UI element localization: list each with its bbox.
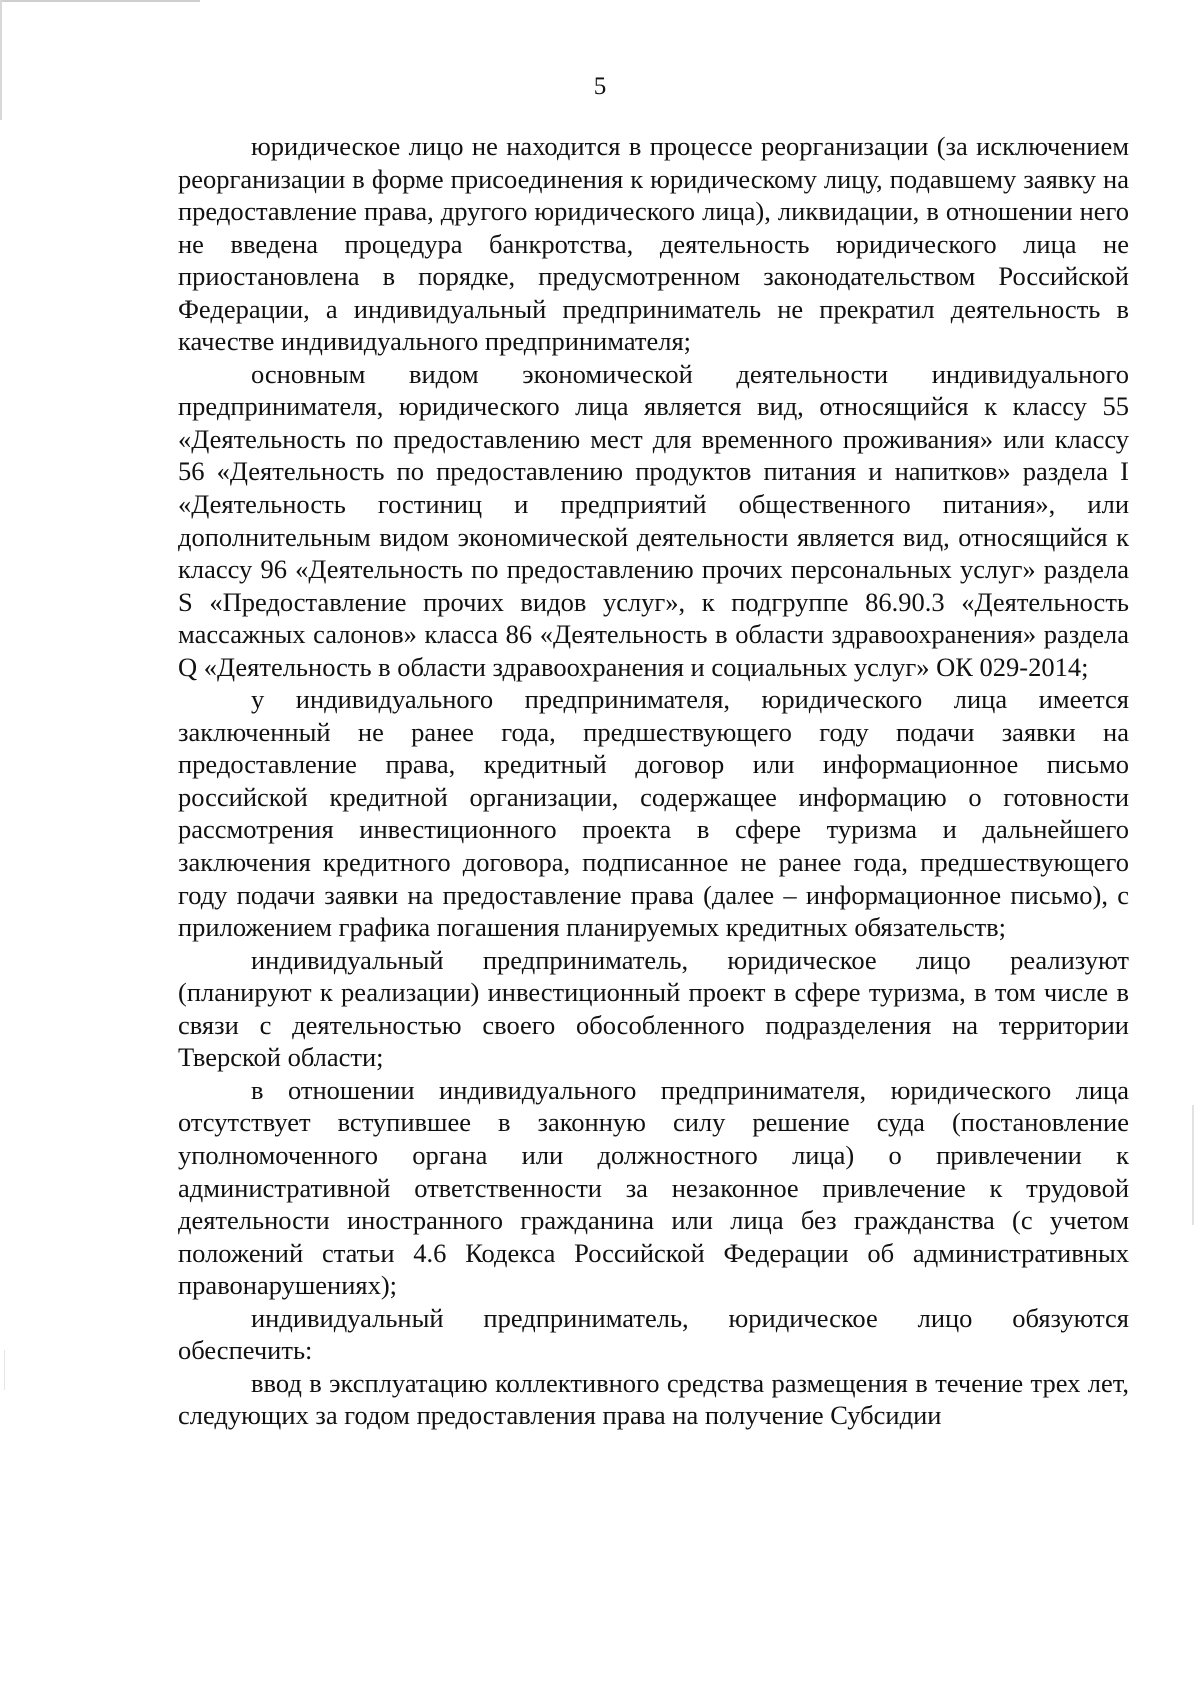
scan-edge-left xyxy=(0,0,2,120)
paragraph-investment-project-condition: индивидуальный предприниматель, юридическое лицо реализуют (планируют к реализации) инвестиционный проект в сфере туризма, в том числе в связи с деятельностью своего обособленного подразделения на территории Тверской области; xyxy=(178,944,1129,1073)
scan-edge-right xyxy=(1192,1105,1194,1225)
paragraph-economic-activity-condition: основным видом экономической деятельности индивидуального предпринимателя, юридического лица является вид, относящийся к классу 55 «Деятельность по предоставлению мест для временного проживания» или классу 56 «Деятельность по предоставлению продуктов питания и напитков» раздела I «Деятельность гостиниц и предприятий общественного питания», или дополнительным видом экономической деятельности является вид, относящийся к классу 96 «Деятельность по предоставлению прочих персональных услуг» раздела S «Предоставление прочих видов услуг», к подгруппе 86.90.3 «Деятельность массажных салонов» класса 86 «Деятельность в области здравоохранения» раздела Q «Деятельность в области здравоохранения и социальных услуг» ОК 029-2014; xyxy=(178,358,1129,682)
paragraph-court-decision-condition: в отношении индивидуального предпринимателя, юридического лица отсутствует вступившее в законную силу решение суда (постановление уполномоченного органа или должностного лица) о привлечении к административной ответственности за незаконное привлечение к трудовой деятельности иностранного гражданина или лица без гражданства (с учетом положений статьи 4.6 Кодекса Российской Федерации об административных правонарушениях); xyxy=(178,1074,1129,1301)
scan-edge-top xyxy=(0,0,200,2)
paragraph-credit-agreement-condition: у индивидуального предпринимателя, юридического лица имеется заключенный не ранее года, предшествующего году подачи заявки на предоставление права, кредитный договор или информационное письмо российской кредитной организации, содержащее информацию о готовности рассмотрения инвестиционного проекта в сфере туризма и дальнейшего заключения кредитного договора, подписанное не ранее года, предшествующего году подачи заявки на предоставление права (далее – информационное письмо), с приложением графика погашения планируемых кредитных обязательств; xyxy=(178,684,1129,943)
page-number: 5 xyxy=(593,73,607,100)
document-body xyxy=(178,130,1129,1432)
paragraph-commissioning-obligation: ввод в эксплуатацию коллективного средства размещения в течение трех лет, следующих за годом предоставления права на получение Субсидии xyxy=(178,1367,1129,1431)
paragraph-reorganization-condition: юридическое лицо не находится в процессе реорганизации (за исключением реорганизации в форме присоединения к юридическому лицу, подавшему заявку на предоставление права, другого юридического лица), ликвидации, в отношении него не введена процедура банкротства, деятельность юридического лица не приостановлена в порядке, предусмотренном законодательством Российской Федерации, а индивидуальный предприниматель не прекратил деятельность в качестве индивидуального предпринимателя; xyxy=(178,131,1129,357)
paragraph-obligations-intro: индивидуальный предприниматель, юридическое лицо обязуются обеспечить: xyxy=(178,1302,1129,1366)
scan-edge-left-mid xyxy=(4,1350,5,1390)
